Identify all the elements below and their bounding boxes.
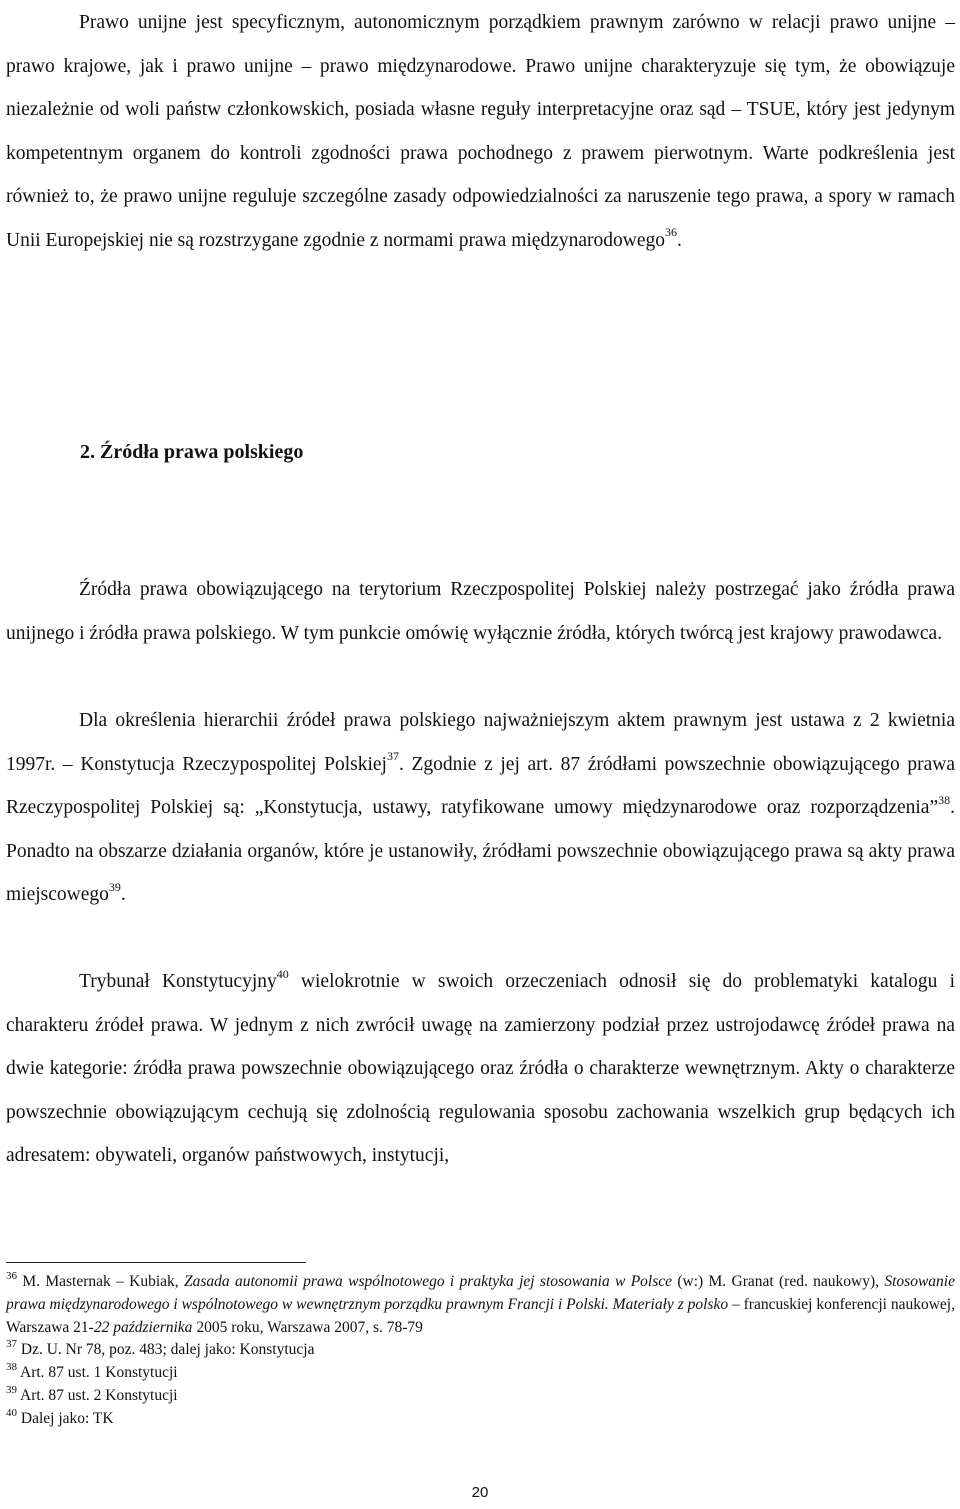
- footnotes: [6, 1271, 955, 1431]
- footnote-separator: [6, 1262, 306, 1263]
- footnote-ref[interactable]: 39: [108, 879, 121, 894]
- footnote-text: Dalej jako: TK: [17, 1409, 114, 1427]
- footnote-number: 38: [6, 1361, 17, 1374]
- footnote-text: Stosowanie prawa międzynarodowego i wspólnotowego w wewnętrznym porządku prawnym Francji i Polski. Materiały z polsko: [6, 1273, 955, 1313]
- footnote: [6, 1408, 955, 1431]
- footnote-number: 40: [6, 1406, 17, 1419]
- paragraph-constitution: Dla określenia hierarchii źródeł prawa polskiego najważniejszym aktem prawnym jest ustawa z 2 kwietnia 1997r. – Konstytucja Rzeczypospolitej Polskiej$^{37}$. Zgodnie z jej art. 87 źródłami powszechnie obowiązującego prawa Rzeczypospolitej Polskiej są: „Konstytucja, ustawy, ratyfikowane umowy międzynarodowe oraz rozporządzenia”$^{38}$. Ponadto na obszarze działania organów, które je ustanowiły, źródłami powszechnie obowiązującego prawa są akty prawa miejscowego$^{39}$.: [6, 710, 955, 906]
- footnote-text: (w:) M. Granat (red. naukowy),: [672, 1273, 885, 1290]
- footnote: [6, 1385, 955, 1408]
- footnote-text: Art. 87 ust. 1 Konstytucji: [17, 1364, 178, 1382]
- footnote-text: 2005 roku, Warszawa 2007, s. 78-79: [192, 1318, 423, 1336]
- footnote: [6, 1362, 955, 1385]
- footnote-text: Art. 87 ust. 2 Konstytucji: [17, 1386, 178, 1404]
- footnote-text: M. Masternak – Kubiak,: [17, 1273, 184, 1290]
- footnote-number: 39: [6, 1383, 17, 1396]
- footnote-ref[interactable]: 37: [386, 749, 399, 764]
- section-heading: 2. Źródła prawa polskiego: [80, 441, 304, 463]
- page-number: 20: [471, 1484, 489, 1501]
- footnote-ref[interactable]: 36: [664, 225, 677, 240]
- footnote: [6, 1271, 955, 1339]
- footnote-text: 22 października: [93, 1318, 193, 1336]
- paragraph-eu-law: Prawo unijne jest specyficznym, autonomicznym porządkiem prawnym zarówno w relacji prawo unijne – prawo krajowe, jak i prawo unijne – prawo międzynarodowe. Prawo unijne charakteryzuje się tym, że obowiązuje niezależnie od woli państw członkowskich, posiada własne reguły interpretacyjne oraz sąd – TSUE, który jest jedynym kompetentnym organem do kontroli zgodności prawa pochodnego z prawem pierwotnym. Warte podkreślenia jest również to, że prawo unijne reguluje szczególne zasady odpowiedzialności za naruszenie tego prawa, a spory w ramach Unii Europejskiej nie są rozstrzygane zgodnie z normami prawa międzynarodowego$^{36}$.: [6, 12, 955, 251]
- footnote-text: Zasada autonomii prawa wspólnotowego i praktyka jej stosowania w Polsce: [184, 1273, 673, 1290]
- footnote-text: – francuskiej konferencji naukowej, Warszawa 21-: [6, 1295, 955, 1336]
- footnote-number: 36: [6, 1269, 17, 1282]
- paragraph-tribunal: Trybunał Konstytucyjny$^{40}$ wielokrotnie w swoich orzeczeniach odnosił się do problematyki katalogu i charakteru źródeł prawa. W jednym z nich zwrócił uwagę na zamierzony podział przez ustrojodawcę źródeł prawa na dwie kategorie: źródła prawa powszechnie obowiązującego oraz źródła o charakterze wewnętrznym. Akty o charakterze powszechnie obowiązującym cechują się zdolnością regulowania sposobu zachowania wszelkich grup będących ich adresatem: obywateli, organów państwowych, instytucji,: [6, 966, 955, 1167]
- paragraph-sources-intro: Źródła prawa obowiązującego na terytorium Rzeczpospolitej Polskiej należy postrzegać jako źródła prawa unijnego i źródła prawa polskiego. W tym punkcie omówię wyłącznie źródła, których twórcą jest krajowy prawodawca.: [6, 579, 955, 644]
- footnote-text: Dz. U. Nr 78, poz. 483; dalej jako: Konstytucja: [17, 1341, 315, 1359]
- footnote-number: 37: [6, 1338, 17, 1351]
- footnote-ref[interactable]: 40: [276, 966, 289, 981]
- paragraph-text: Prawo unijne jest specyficznym, autonomicznym porządkiem prawnym zarówno w relacji prawo unijne – prawo krajowe, jak i prawo unijne – prawo międzynarodowe. Prawo unijne charakteryzuje się tym, że obowiązuje niezależnie od woli państw członkowskich, posiada własne reguły interpretacyjne oraz sąd – TSUE, który jest jedynym kompetentnym organem do kontroli zgodności prawa pochodnego z prawem pierwotnym. Warte podkreślenia jest również to, że prawo unijne reguluje szczególne zasady odpowiedzialności za naruszenie tego prawa, a spory w ramach Unii Europejskiej nie są rozstrzygane zgodnie z normami prawa międzynarodowego: [6, 12, 955, 251]
- footnote: [6, 1339, 955, 1362]
- footnote-ref[interactable]: 38: [938, 792, 951, 807]
